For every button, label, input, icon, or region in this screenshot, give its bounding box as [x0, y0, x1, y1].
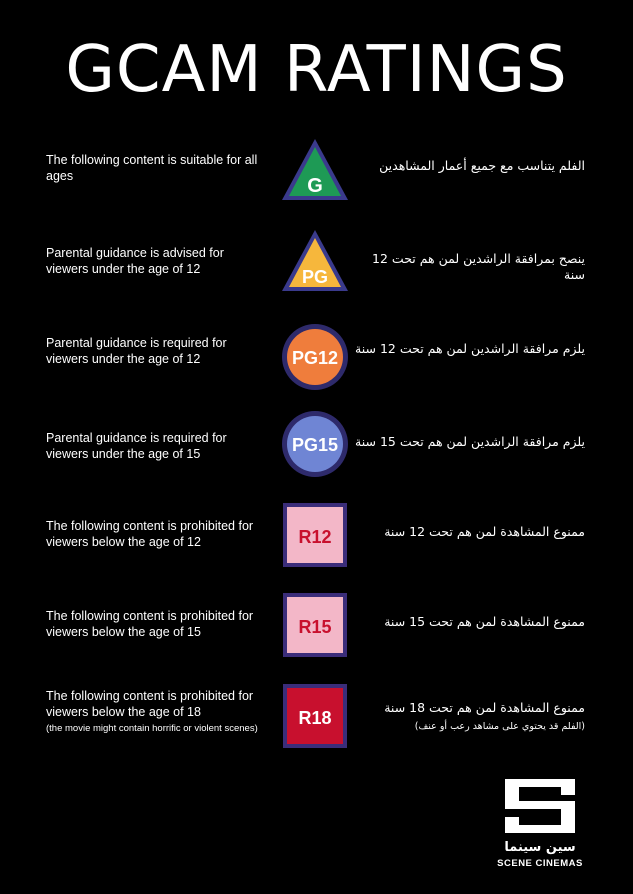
rating-badge-g — [280, 136, 350, 206]
r15-square-icon — [283, 593, 347, 657]
rating-description-ar: يلزم مرافقة الراشدين لمن هم تحت 15 سنة — [355, 434, 585, 449]
rating-description-ar: الفلم يتناسب مع جميع أعمار المشاهدين — [379, 158, 585, 173]
rating-description-en: The following content is prohibited for viewers below the age of 12 — [46, 519, 254, 549]
rating-code-r12: R12 — [298, 527, 332, 547]
rating-note-ar: (الفلم قد يحتوي على مشاهد رعب أو عنف) — [414, 721, 585, 732]
rating-description-en: Parental guidance is advised for viewers under the age of 12 — [46, 246, 224, 276]
rating-description-en: The following content is suitable for all ages — [46, 153, 258, 183]
rating-description-ar — [355, 700, 585, 734]
rating-description-ar: ممنوع المشاهدة لمن هم تحت 12 سنة — [384, 524, 585, 539]
rating-code-r18: R18 — [298, 708, 332, 728]
rating-description-en: Parental guidance is required for viewers under the age of 12 — [46, 336, 227, 366]
r18-square-icon — [283, 684, 347, 748]
scene-logo-icon — [495, 775, 585, 837]
rating-description-en: Parental guidance is required for viewers under the age of 15 — [46, 431, 227, 461]
rating-description-ar-main: ممنوع المشاهدة لمن هم تحت 18 سنة — [384, 700, 585, 715]
rating-code-r15: R15 — [298, 617, 332, 637]
rating-code-pg15: PG15 — [291, 435, 339, 455]
rating-description-ar: ممنوع المشاهدة لمن هم تحت 15 سنة — [384, 614, 585, 629]
logo-name-en: SCENE CINEMAS — [497, 858, 583, 869]
rating-code-pg: PG — [301, 267, 329, 287]
rating-description-ar: ينصح بمرافقة الراشدين لمن هم تحت 12 سنة — [372, 251, 585, 282]
rating-badge-pg12 — [280, 322, 350, 392]
pg15-circle-icon — [280, 409, 350, 479]
rating-badge-r12 — [283, 503, 347, 567]
rating-description-en: The following content is prohibited for viewers below the age of 15 — [46, 609, 254, 639]
pg-triangle-icon — [280, 227, 350, 297]
page-title: GCAM RATINGS — [65, 33, 568, 107]
r12-square-icon — [283, 503, 347, 567]
rating-description-en — [46, 688, 261, 736]
rating-description-en-main: The following content is prohibited for viewers below the age of 18 — [46, 689, 254, 719]
rating-badge-r15 — [283, 593, 347, 657]
rating-code-pg12: PG12 — [291, 348, 339, 368]
pg12-circle-icon — [280, 322, 350, 392]
logo-name-ar: سين سينما — [504, 840, 576, 855]
rating-note-en: (the movie might contain horrific or violent scenes) — [46, 723, 258, 734]
rating-code-g: G — [307, 175, 323, 197]
g-triangle-icon — [280, 136, 350, 206]
rating-badge-r18 — [283, 684, 347, 748]
rating-description-ar: يلزم مرافقة الراشدين لمن هم تحت 12 سنة — [355, 341, 585, 356]
rating-badge-pg — [280, 227, 350, 297]
rating-badge-pg15 — [280, 409, 350, 479]
